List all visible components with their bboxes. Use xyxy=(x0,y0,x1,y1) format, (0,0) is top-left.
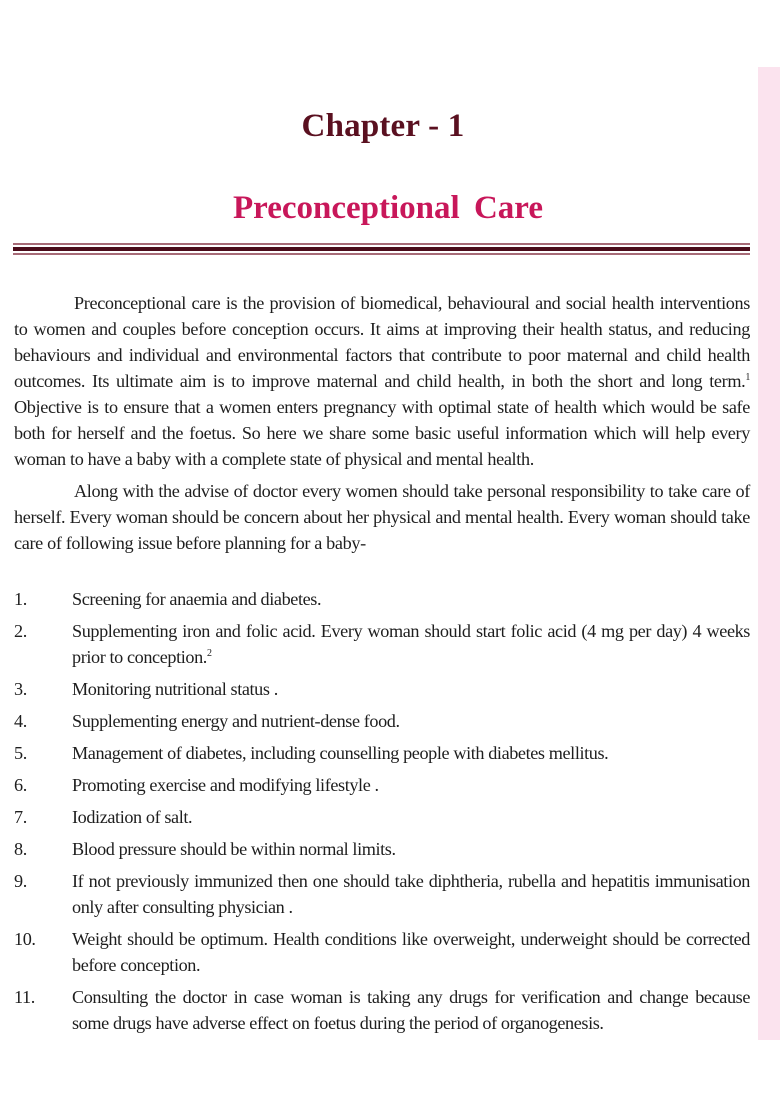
list-item xyxy=(14,676,750,702)
list-text-body: Supplementing iron and folic acid. Every woman should start folic acid (4 mg per day) 4 weeks prior to conception. xyxy=(72,621,750,667)
list-number: 3. xyxy=(14,679,27,699)
list-item xyxy=(14,618,750,670)
list-number: 10. xyxy=(14,929,36,949)
list-item xyxy=(14,586,750,612)
divider-line-middle xyxy=(13,247,750,251)
paragraph-text: Objective is to ensure that a women enters pregnancy with optimal state of health which would be safe both for herself and the foetus. So here we share some basic useful information which will help every woman to have a baby with a complete state of physical and mental health. xyxy=(14,397,750,469)
list-number: 8. xyxy=(14,839,27,859)
divider-line-bottom xyxy=(13,253,750,255)
list-number: 9. xyxy=(14,871,27,891)
list-number: 5. xyxy=(14,743,27,763)
list-text: Management of diabetes, including counselling people with diabetes mellitus. xyxy=(72,743,609,763)
list-text: Iodization of salt. xyxy=(72,807,193,827)
list-item xyxy=(14,804,750,830)
list-item xyxy=(14,740,750,766)
paragraph-responsibility: Along with the advise of doctor every women should take personal responsibility to take care of herself. Every woman should be concern about her physical and mental health. Every woman should take care of following issue before planning for a baby- xyxy=(14,481,750,553)
footnote-ref-2: 2 xyxy=(206,648,212,659)
list-text: Supplementing energy and nutrient-dense food. xyxy=(72,711,400,731)
checklist xyxy=(14,586,750,1042)
list-text: Blood pressure should be within normal limits. xyxy=(72,839,396,859)
list-number: 1. xyxy=(14,589,27,609)
list-item xyxy=(14,868,750,920)
list-text: Promoting exercise and modifying lifestyle . xyxy=(72,775,379,795)
list-text: Monitoring nutritional status . xyxy=(72,679,278,699)
paragraph-text: Preconceptional care is the provision of biomedical, behavioural and social health interventions to women and couples before conception occurs. It aims at improving their health status, and reducing behaviours and individual and environmental factors that contribute to poor maternal and child health outcomes. Its ultimate aim is to improve maternal and child health, in both the short and long term. xyxy=(14,293,750,391)
list-text: Screening for anaemia and diabetes. xyxy=(72,589,322,609)
list-number: 7. xyxy=(14,807,27,827)
list-item xyxy=(14,772,750,798)
list-number: 4. xyxy=(14,711,27,731)
chapter-number: Chapter - 1 xyxy=(301,108,465,144)
list-item xyxy=(14,984,750,1036)
title-divider xyxy=(13,243,750,255)
list-text: Weight should be optimum. Health conditions like overweight, underweight should be corrected before conception. xyxy=(72,929,750,975)
divider-line-top xyxy=(13,243,750,245)
list-number: 2. xyxy=(14,621,27,641)
list-text: Consulting the doctor in case woman is taking any drugs for verification and change because some drugs have adverse effect on foetus during the period of organogenesis. xyxy=(72,987,750,1033)
list-number: 6. xyxy=(14,775,27,795)
list-number: 11. xyxy=(14,987,35,1007)
list-text: If not previously immunized then one should take diphtheria, rubella and hepatitis immunisation only after consulting physician . xyxy=(72,871,750,917)
body-text xyxy=(14,290,750,562)
list-item xyxy=(14,926,750,978)
list-item xyxy=(14,708,750,734)
chapter-title: Preconceptional Care xyxy=(233,190,543,226)
footnote-ref-1: 1 xyxy=(745,372,750,383)
list-item xyxy=(14,836,750,862)
list-text xyxy=(72,618,750,670)
paragraph-intro xyxy=(14,290,750,472)
